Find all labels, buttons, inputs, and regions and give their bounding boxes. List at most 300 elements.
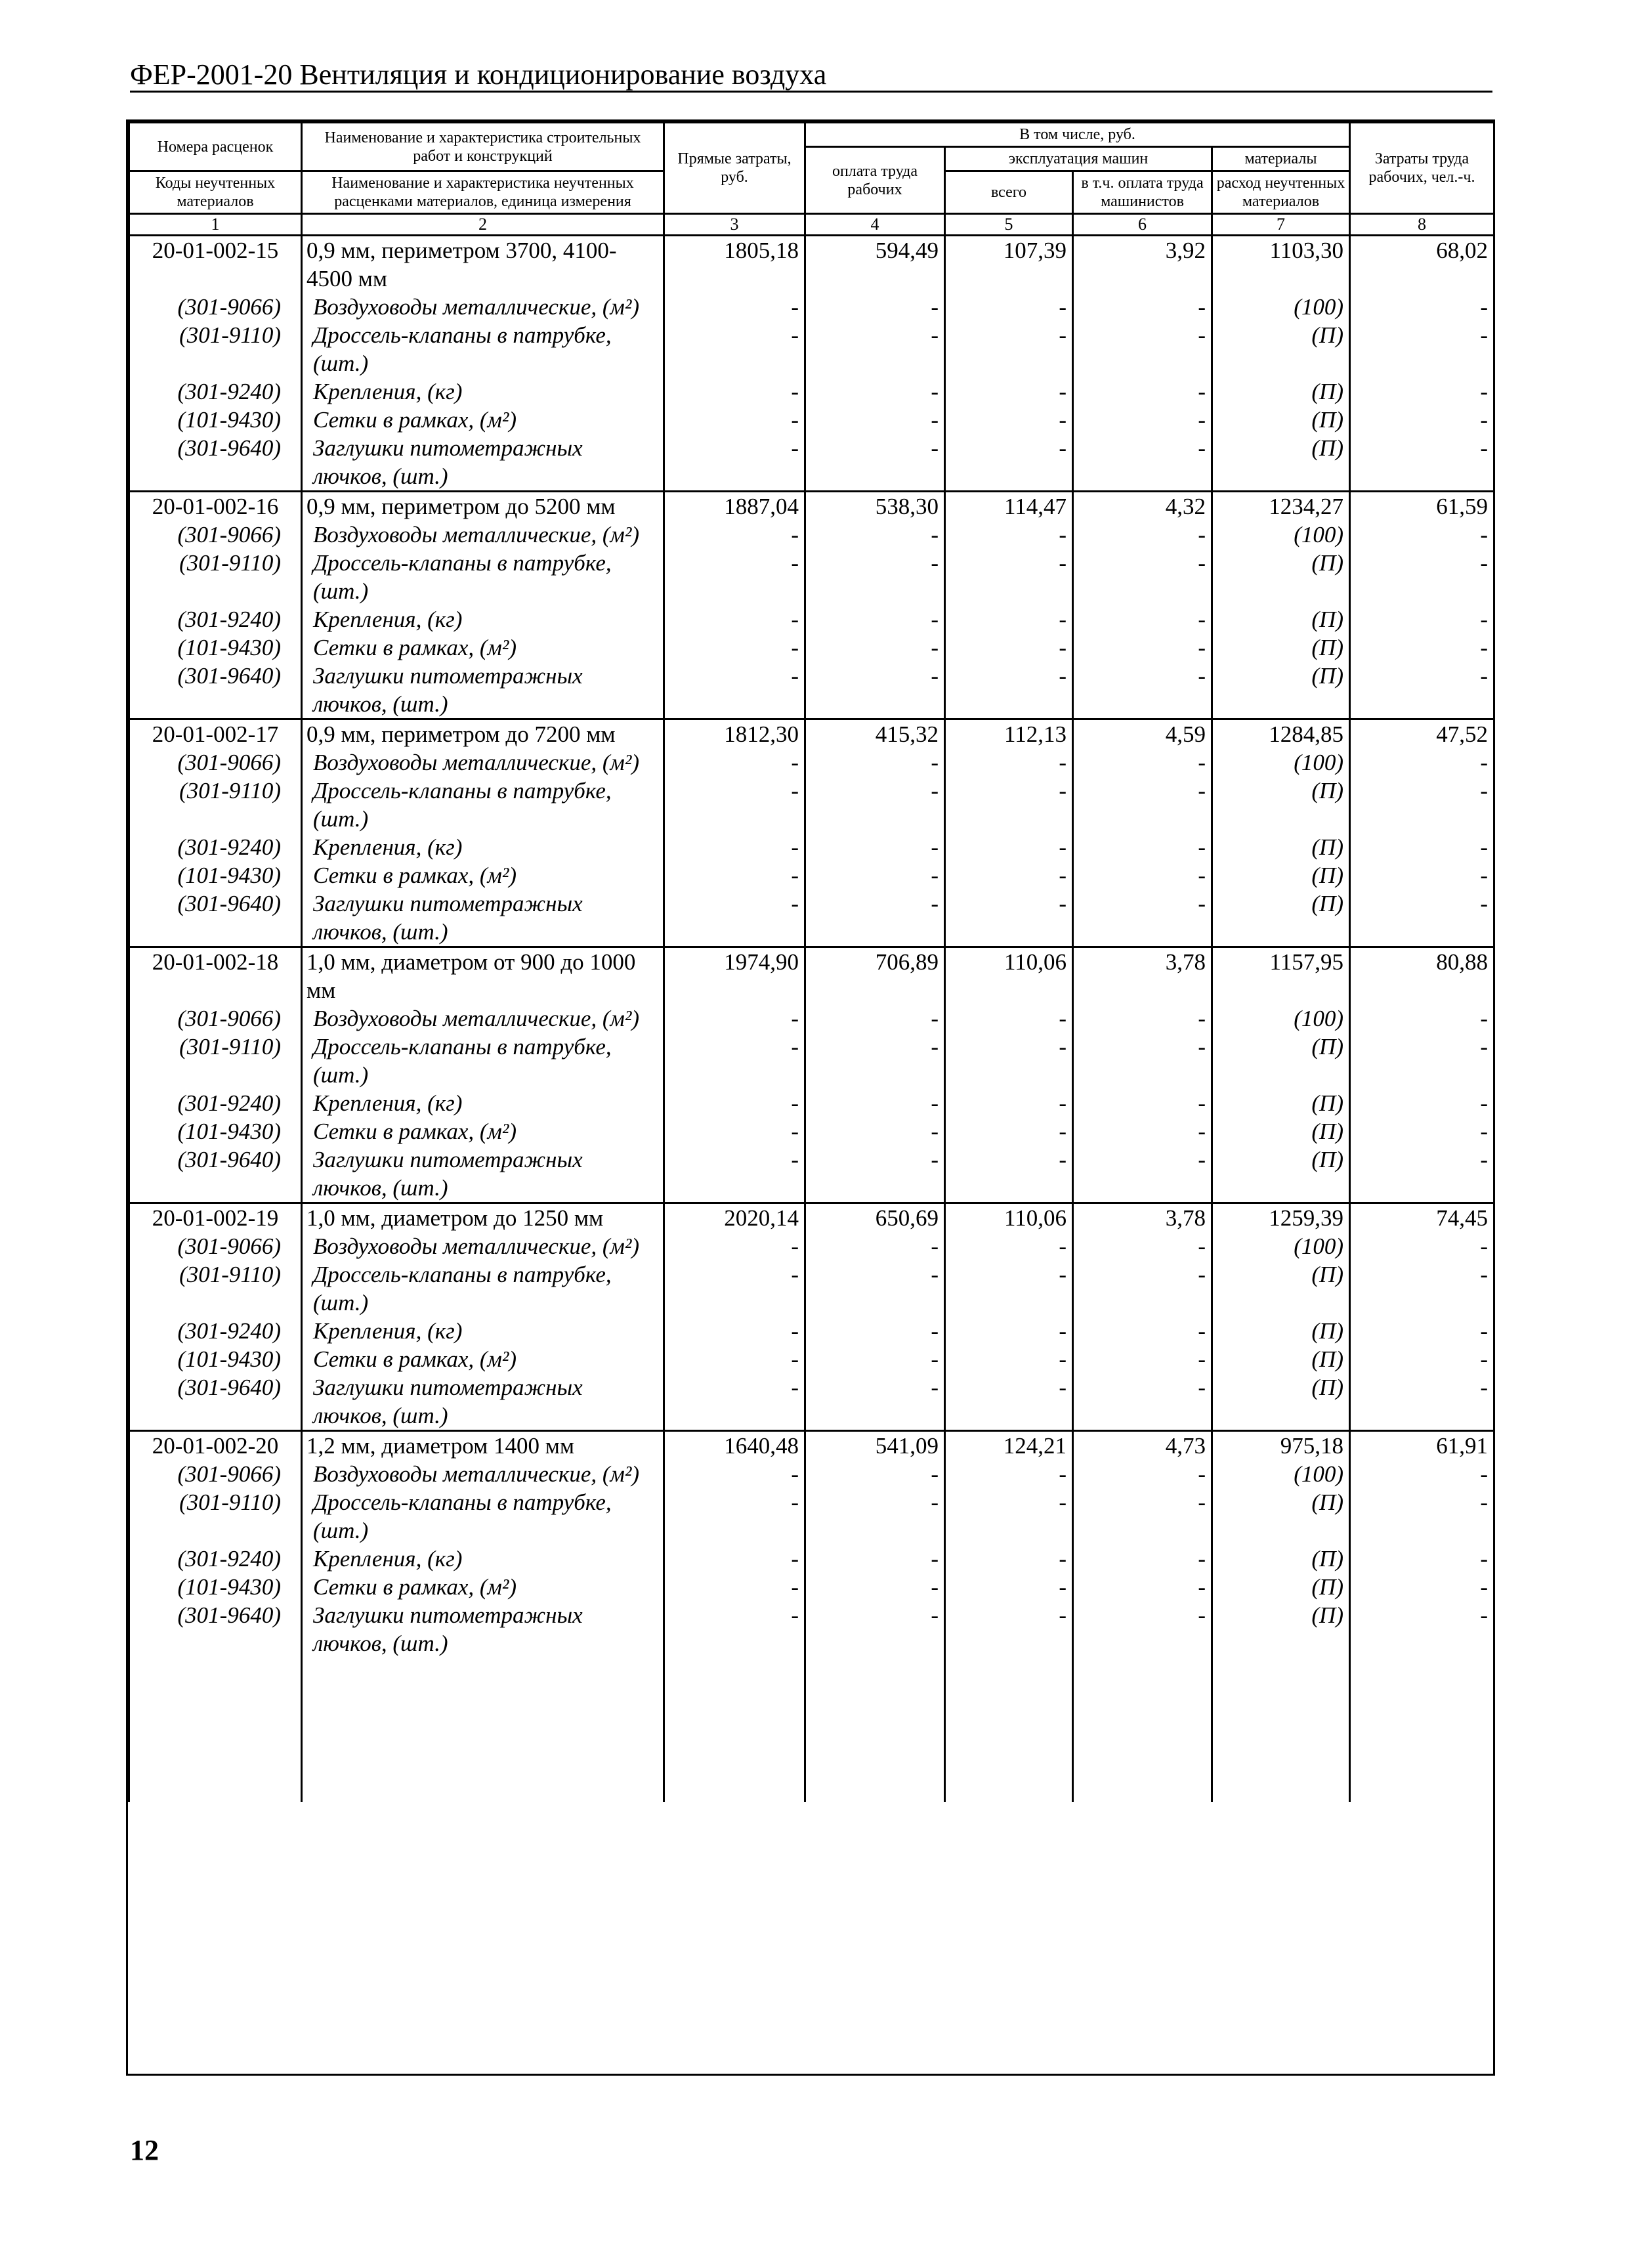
cell-worker-pay: - — [805, 521, 945, 549]
cell-machines-total: - — [945, 748, 1073, 777]
cell-operator-pay: - — [1073, 662, 1212, 719]
header-rule — [130, 91, 1492, 93]
cell-item-name: Заглушки питометражных лючков, (шт.) — [302, 889, 664, 947]
cell-rate-code: 20-01-002-20 — [129, 1431, 302, 1461]
cell-item-name: 0,9 мм, периметром 3700, 4100-4500 мм — [302, 236, 664, 293]
cell-rate-code: (301-9110) — [129, 1260, 302, 1317]
cell-rate-code: (301-9240) — [129, 1317, 302, 1345]
cell-material-consumption: 1157,95 — [1212, 947, 1350, 1005]
cell-machines-total: 107,39 — [945, 236, 1073, 293]
cell-item-name: Воздуховоды металлические, (м²) — [302, 1004, 664, 1033]
cell-material-consumption: (П) — [1212, 777, 1350, 833]
cell-operator-pay: - — [1073, 1145, 1212, 1203]
cell-worker-pay: - — [805, 1545, 945, 1573]
cell-operator-pay: - — [1073, 1232, 1212, 1260]
cell-direct-costs: 1974,90 — [664, 947, 805, 1005]
material-row — [129, 777, 1494, 833]
cell-item-name: Заглушки питометражных лючков, (шт.) — [302, 434, 664, 492]
cell-item-name: Воздуховоды металлические, (м²) — [302, 293, 664, 321]
cell-machines-total: - — [945, 521, 1073, 549]
cell-labor-costs: - — [1350, 861, 1494, 889]
cell-rate-code: (301-9110) — [129, 777, 302, 833]
cell-operator-pay: - — [1073, 1004, 1212, 1033]
cell-rate-code: (101-9430) — [129, 861, 302, 889]
cell-worker-pay: - — [805, 833, 945, 861]
cell-operator-pay: - — [1073, 321, 1212, 377]
cell-machines-total: - — [945, 1488, 1073, 1545]
material-row — [129, 861, 1494, 889]
cell-rate-code: (301-9640) — [129, 889, 302, 947]
cell-direct-costs: - — [664, 1317, 805, 1345]
cell-material-consumption: (П) — [1212, 321, 1350, 377]
cell-material-consumption: (П) — [1212, 1573, 1350, 1601]
cell-material-consumption: (П) — [1212, 1033, 1350, 1089]
cell-labor-costs: - — [1350, 521, 1494, 549]
cell-item-name: Сетки в рамках, (м²) — [302, 633, 664, 662]
cell-worker-pay: - — [805, 321, 945, 377]
cell-rate-code: (301-9640) — [129, 1601, 302, 1658]
cell-operator-pay: - — [1073, 521, 1212, 549]
cell-operator-pay: - — [1073, 605, 1212, 633]
cell-operator-pay: - — [1073, 1573, 1212, 1601]
material-row — [129, 662, 1494, 719]
cell-rate-code: (301-9640) — [129, 1373, 302, 1431]
head-material-name: Наименование и характеристика неучтенных расценками материалов, единица измерения — [302, 171, 664, 214]
cell-item-name: Крепления, (кг) — [302, 1545, 664, 1573]
head-materials: материалы — [1212, 147, 1350, 171]
cell-labor-costs: 47,52 — [1350, 719, 1494, 749]
cell-labor-costs: - — [1350, 377, 1494, 406]
material-row — [129, 293, 1494, 321]
cell-operator-pay: 3,78 — [1073, 947, 1212, 1005]
cell-worker-pay: - — [805, 1260, 945, 1317]
cell-item-name: 1,0 мм, диаметром от 900 до 1000 мм — [302, 947, 664, 1005]
cell-worker-pay: - — [805, 1089, 945, 1117]
cell-worker-pay: - — [805, 1573, 945, 1601]
cell-labor-costs: - — [1350, 1033, 1494, 1089]
cell-rate-code: (301-9066) — [129, 1460, 302, 1488]
cell-labor-costs: - — [1350, 1373, 1494, 1431]
material-row — [129, 633, 1494, 662]
cell-operator-pay: - — [1073, 293, 1212, 321]
cell-material-consumption: (П) — [1212, 1545, 1350, 1573]
cell-machines-total: - — [945, 1573, 1073, 1601]
cell-labor-costs: - — [1350, 1545, 1494, 1573]
cell-machines-total: 110,06 — [945, 947, 1073, 1005]
cell-rate-code: 20-01-002-16 — [129, 492, 302, 521]
cell-worker-pay: - — [805, 293, 945, 321]
cell-rate-code: (301-9110) — [129, 1033, 302, 1089]
cell-operator-pay: 3,78 — [1073, 1203, 1212, 1233]
cell-operator-pay: - — [1073, 1089, 1212, 1117]
material-row — [129, 1317, 1494, 1345]
cell-machines-total: - — [945, 1317, 1073, 1345]
cell-direct-costs: - — [664, 777, 805, 833]
cell-labor-costs: - — [1350, 1117, 1494, 1145]
cell-rate-code: (301-9066) — [129, 293, 302, 321]
cell-machines-total: - — [945, 1117, 1073, 1145]
rate-row — [129, 1431, 1494, 1461]
cell-material-consumption: (100) — [1212, 1004, 1350, 1033]
cell-worker-pay: 650,69 — [805, 1203, 945, 1233]
cell-material-consumption: 1234,27 — [1212, 492, 1350, 521]
cell-material-consumption: (П) — [1212, 1317, 1350, 1345]
material-row — [129, 1232, 1494, 1260]
cell-item-name: Заглушки питометражных лючков, (шт.) — [302, 1145, 664, 1203]
cell-rate-code: (301-9240) — [129, 1545, 302, 1573]
cell-rate-code: (301-9066) — [129, 1004, 302, 1033]
cell-material-consumption: (П) — [1212, 434, 1350, 492]
cell-worker-pay: - — [805, 777, 945, 833]
cell-labor-costs: - — [1350, 748, 1494, 777]
cell-labor-costs: - — [1350, 321, 1494, 377]
head-labor-costs: Затраты труда рабочих, чел.-ч. — [1350, 123, 1494, 214]
material-row — [129, 1033, 1494, 1089]
cell-worker-pay: 706,89 — [805, 947, 945, 1005]
cell-item-name: Сетки в рамках, (м²) — [302, 1117, 664, 1145]
cell-rate-code: 20-01-002-17 — [129, 719, 302, 749]
material-row — [129, 1145, 1494, 1203]
cell-machines-total: - — [945, 293, 1073, 321]
cell-operator-pay: - — [1073, 1345, 1212, 1373]
cell-operator-pay: 3,92 — [1073, 236, 1212, 293]
cell-rate-code: (301-9110) — [129, 1488, 302, 1545]
cell-rate-code: (301-9110) — [129, 549, 302, 605]
material-row — [129, 889, 1494, 947]
cell-machines-total: - — [945, 633, 1073, 662]
cell-rate-code: 20-01-002-19 — [129, 1203, 302, 1233]
cell-worker-pay: - — [805, 377, 945, 406]
cell-direct-costs: - — [664, 1033, 805, 1089]
cell-labor-costs: - — [1350, 1145, 1494, 1203]
cell-operator-pay: - — [1073, 434, 1212, 492]
cell-worker-pay: - — [805, 1145, 945, 1203]
cell-machines-total: - — [945, 549, 1073, 605]
column-number-row — [129, 214, 1494, 236]
rate-row — [129, 947, 1494, 1005]
cell-worker-pay: - — [805, 605, 945, 633]
head-rate-numbers: Номера расценок — [129, 123, 302, 171]
cell-worker-pay: - — [805, 1345, 945, 1373]
cell-labor-costs: - — [1350, 1488, 1494, 1545]
cell-material-consumption: (П) — [1212, 861, 1350, 889]
cell-item-name: Заглушки питометражных лючков, (шт.) — [302, 1601, 664, 1658]
page-number: 12 — [130, 2134, 159, 2166]
cell-direct-costs: - — [664, 1345, 805, 1373]
cell-machines-total: - — [945, 406, 1073, 434]
cell-material-consumption: (П) — [1212, 1089, 1350, 1117]
material-row — [129, 1573, 1494, 1601]
cell-material-consumption: (П) — [1212, 833, 1350, 861]
rate-row — [129, 719, 1494, 749]
cell-operator-pay: - — [1073, 1373, 1212, 1431]
cell-machines-total: - — [945, 434, 1073, 492]
cell-direct-costs: - — [664, 321, 805, 377]
cell-material-consumption: (П) — [1212, 605, 1350, 633]
cell-rate-code: (301-9240) — [129, 1089, 302, 1117]
cell-worker-pay: 538,30 — [805, 492, 945, 521]
cell-direct-costs: - — [664, 1089, 805, 1117]
material-row — [129, 406, 1494, 434]
cell-direct-costs: - — [664, 1117, 805, 1145]
cell-direct-costs: - — [664, 833, 805, 861]
cell-operator-pay: 4,73 — [1073, 1431, 1212, 1461]
cell-labor-costs: - — [1350, 1345, 1494, 1373]
cell-worker-pay: - — [805, 1033, 945, 1089]
cell-item-name: Сетки в рамках, (м²) — [302, 1345, 664, 1373]
material-row — [129, 1117, 1494, 1145]
cell-operator-pay: - — [1073, 889, 1212, 947]
cell-operator-pay: - — [1073, 1601, 1212, 1658]
cell-operator-pay: - — [1073, 1460, 1212, 1488]
cell-rate-code: (301-9640) — [129, 1145, 302, 1203]
cell-labor-costs: - — [1350, 1317, 1494, 1345]
cell-labor-costs: - — [1350, 889, 1494, 947]
cell-material-consumption: (П) — [1212, 1488, 1350, 1545]
cell-direct-costs: - — [664, 1460, 805, 1488]
head-machine-operation: эксплуатация машин — [945, 147, 1212, 171]
head-worker-pay: оплата труда рабочих — [805, 147, 945, 214]
head-work-name: Наименование и характеристика строительных работ и конструкций — [302, 123, 664, 171]
material-row — [129, 1460, 1494, 1488]
cell-worker-pay: - — [805, 1601, 945, 1658]
cell-direct-costs: - — [664, 662, 805, 719]
cell-worker-pay: 594,49 — [805, 236, 945, 293]
cell-material-consumption: 975,18 — [1212, 1431, 1350, 1461]
cell-machines-total: - — [945, 1089, 1073, 1117]
head-material-consumption: расход неучтенных материалов — [1212, 171, 1350, 214]
cell-rate-code: (301-9066) — [129, 1232, 302, 1260]
cell-machines-total: 124,21 — [945, 1431, 1073, 1461]
cell-labor-costs: - — [1350, 434, 1494, 492]
cell-direct-costs: - — [664, 521, 805, 549]
cell-material-consumption: (П) — [1212, 889, 1350, 947]
column-number: 6 — [1073, 214, 1212, 236]
cell-rate-code: (101-9430) — [129, 1117, 302, 1145]
cell-item-name: Крепления, (кг) — [302, 1089, 664, 1117]
cell-material-consumption: (П) — [1212, 377, 1350, 406]
cell-direct-costs: - — [664, 1232, 805, 1260]
table-body — [129, 236, 1494, 1658]
cell-machines-total: - — [945, 1345, 1073, 1373]
cell-worker-pay: 541,09 — [805, 1431, 945, 1461]
rate-row — [129, 492, 1494, 521]
material-row — [129, 833, 1494, 861]
cell-material-consumption: (П) — [1212, 1117, 1350, 1145]
cell-operator-pay: - — [1073, 748, 1212, 777]
cell-machines-total: - — [945, 1004, 1073, 1033]
cell-direct-costs: 1887,04 — [664, 492, 805, 521]
cell-direct-costs: - — [664, 861, 805, 889]
material-row — [129, 1004, 1494, 1033]
cell-machines-total: - — [945, 1260, 1073, 1317]
cell-machines-total: - — [945, 777, 1073, 833]
cell-rate-code: (301-9640) — [129, 434, 302, 492]
cell-worker-pay: - — [805, 748, 945, 777]
cell-material-consumption: (100) — [1212, 1460, 1350, 1488]
cell-material-consumption: (П) — [1212, 1601, 1350, 1658]
cell-direct-costs: - — [664, 889, 805, 947]
cell-labor-costs: 74,45 — [1350, 1203, 1494, 1233]
cell-rate-code: (301-9240) — [129, 605, 302, 633]
cell-labor-costs: - — [1350, 1460, 1494, 1488]
head-material-codes: Коды неучтенных материалов — [129, 171, 302, 214]
cell-labor-costs: - — [1350, 777, 1494, 833]
cell-direct-costs: 1812,30 — [664, 719, 805, 749]
cell-machines-total: - — [945, 1601, 1073, 1658]
cell-labor-costs: - — [1350, 1232, 1494, 1260]
cell-labor-costs: 61,59 — [1350, 492, 1494, 521]
column-number: 4 — [805, 214, 945, 236]
material-row — [129, 549, 1494, 605]
column-number: 8 — [1350, 214, 1494, 236]
cell-labor-costs: - — [1350, 549, 1494, 605]
cell-direct-costs: - — [664, 406, 805, 434]
cell-rate-code: (301-9066) — [129, 748, 302, 777]
cell-operator-pay: - — [1073, 633, 1212, 662]
cell-operator-pay: - — [1073, 1117, 1212, 1145]
head-including: В том числе, руб. — [805, 123, 1350, 147]
cell-item-name: 1,0 мм, диаметром до 1250 мм — [302, 1203, 664, 1233]
cell-direct-costs: - — [664, 605, 805, 633]
head-direct-costs: Прямые затраты, руб. — [664, 123, 805, 214]
cell-labor-costs: - — [1350, 406, 1494, 434]
material-row — [129, 1488, 1494, 1545]
column-number: 3 — [664, 214, 805, 236]
cell-direct-costs: - — [664, 1488, 805, 1545]
cell-worker-pay: - — [805, 662, 945, 719]
cell-material-consumption: (П) — [1212, 406, 1350, 434]
cell-item-name: Дроссель-клапаны в патрубке, (шт.) — [302, 549, 664, 605]
cell-rate-code: (101-9430) — [129, 1573, 302, 1601]
cell-item-name: Дроссель-клапаны в патрубке, (шт.) — [302, 777, 664, 833]
cell-machines-total: - — [945, 1373, 1073, 1431]
cell-direct-costs: - — [664, 1601, 805, 1658]
cell-item-name: Сетки в рамках, (м²) — [302, 1573, 664, 1601]
material-row — [129, 1345, 1494, 1373]
cell-labor-costs: - — [1350, 662, 1494, 719]
cell-direct-costs: - — [664, 1373, 805, 1431]
cell-machines-total: - — [945, 1145, 1073, 1203]
cell-labor-costs: 61,91 — [1350, 1431, 1494, 1461]
cell-operator-pay: - — [1073, 1545, 1212, 1573]
cell-operator-pay: - — [1073, 1488, 1212, 1545]
material-row — [129, 1545, 1494, 1573]
rates-table — [128, 121, 1495, 1802]
cell-item-name: 0,9 мм, периметром до 7200 мм — [302, 719, 664, 749]
cell-machines-total: - — [945, 1232, 1073, 1260]
cell-labor-costs: - — [1350, 1004, 1494, 1033]
cell-operator-pay: - — [1073, 833, 1212, 861]
cell-item-name: Крепления, (кг) — [302, 377, 664, 406]
cell-material-consumption: (П) — [1212, 1145, 1350, 1203]
rates-sheet — [126, 119, 1495, 2076]
cell-machines-total: - — [945, 833, 1073, 861]
cell-machines-total: - — [945, 861, 1073, 889]
cell-item-name: Воздуховоды металлические, (м²) — [302, 1460, 664, 1488]
cell-material-consumption: (100) — [1212, 293, 1350, 321]
cell-rate-code: 20-01-002-15 — [129, 236, 302, 293]
cell-machines-total: 110,06 — [945, 1203, 1073, 1233]
cell-worker-pay: - — [805, 1488, 945, 1545]
cell-item-name: 1,2 мм, диаметром 1400 мм — [302, 1431, 664, 1461]
cell-machines-total: - — [945, 1033, 1073, 1089]
cell-item-name: Дроссель-клапаны в патрубке, (шт.) — [302, 1033, 664, 1089]
cell-direct-costs: - — [664, 1004, 805, 1033]
cell-labor-costs: - — [1350, 1573, 1494, 1601]
page-header-title: ФЕР-2001-20 Вентиляция и кондиционирование воздуха — [130, 58, 827, 91]
cell-operator-pay: - — [1073, 777, 1212, 833]
cell-machines-total: - — [945, 605, 1073, 633]
cell-material-consumption: 1259,39 — [1212, 1203, 1350, 1233]
cell-machines-total: - — [945, 321, 1073, 377]
cell-worker-pay: - — [805, 549, 945, 605]
cell-direct-costs: - — [664, 434, 805, 492]
column-number: 5 — [945, 214, 1073, 236]
cell-item-name: Воздуховоды металлические, (м²) — [302, 1232, 664, 1260]
cell-item-name: Крепления, (кг) — [302, 1317, 664, 1345]
cell-labor-costs: - — [1350, 1601, 1494, 1658]
material-row — [129, 1089, 1494, 1117]
column-number: 7 — [1212, 214, 1350, 236]
cell-material-consumption: (П) — [1212, 1373, 1350, 1431]
material-row — [129, 377, 1494, 406]
cell-material-consumption: (100) — [1212, 1232, 1350, 1260]
cell-labor-costs: - — [1350, 833, 1494, 861]
cell-direct-costs: - — [664, 1573, 805, 1601]
cell-operator-pay: - — [1073, 1033, 1212, 1089]
cell-item-name: Дроссель-клапаны в патрубке, (шт.) — [302, 1260, 664, 1317]
head-operator-pay: в т.ч. оплата труда машинистов — [1073, 171, 1212, 214]
cell-direct-costs: 2020,14 — [664, 1203, 805, 1233]
table-filler-row — [129, 1658, 1494, 1802]
cell-direct-costs: - — [664, 633, 805, 662]
cell-worker-pay: - — [805, 434, 945, 492]
cell-rate-code: (101-9430) — [129, 406, 302, 434]
cell-labor-costs: - — [1350, 1089, 1494, 1117]
cell-labor-costs: 68,02 — [1350, 236, 1494, 293]
cell-item-name: Воздуховоды металлические, (м²) — [302, 748, 664, 777]
cell-direct-costs: - — [664, 549, 805, 605]
cell-worker-pay: - — [805, 1232, 945, 1260]
cell-labor-costs: 80,88 — [1350, 947, 1494, 1005]
material-row — [129, 1260, 1494, 1317]
cell-labor-costs: - — [1350, 293, 1494, 321]
cell-rate-code: (301-9640) — [129, 662, 302, 719]
cell-machines-total: - — [945, 377, 1073, 406]
cell-machines-total: - — [945, 1545, 1073, 1573]
cell-rate-code: 20-01-002-18 — [129, 947, 302, 1005]
cell-labor-costs: - — [1350, 605, 1494, 633]
cell-material-consumption: (П) — [1212, 549, 1350, 605]
cell-material-consumption: 1103,30 — [1212, 236, 1350, 293]
cell-material-consumption: (П) — [1212, 1260, 1350, 1317]
cell-material-consumption: (П) — [1212, 662, 1350, 719]
cell-machines-total: - — [945, 889, 1073, 947]
rate-row — [129, 236, 1494, 293]
cell-direct-costs: - — [664, 1260, 805, 1317]
material-row — [129, 605, 1494, 633]
cell-item-name: 0,9 мм, периметром до 5200 мм — [302, 492, 664, 521]
cell-machines-total: 114,47 — [945, 492, 1073, 521]
cell-worker-pay: - — [805, 1117, 945, 1145]
cell-material-consumption: (П) — [1212, 633, 1350, 662]
cell-machines-total: - — [945, 1460, 1073, 1488]
cell-item-name: Крепления, (кг) — [302, 833, 664, 861]
cell-direct-costs: - — [664, 1545, 805, 1573]
cell-worker-pay: - — [805, 861, 945, 889]
cell-material-consumption: (П) — [1212, 1345, 1350, 1373]
